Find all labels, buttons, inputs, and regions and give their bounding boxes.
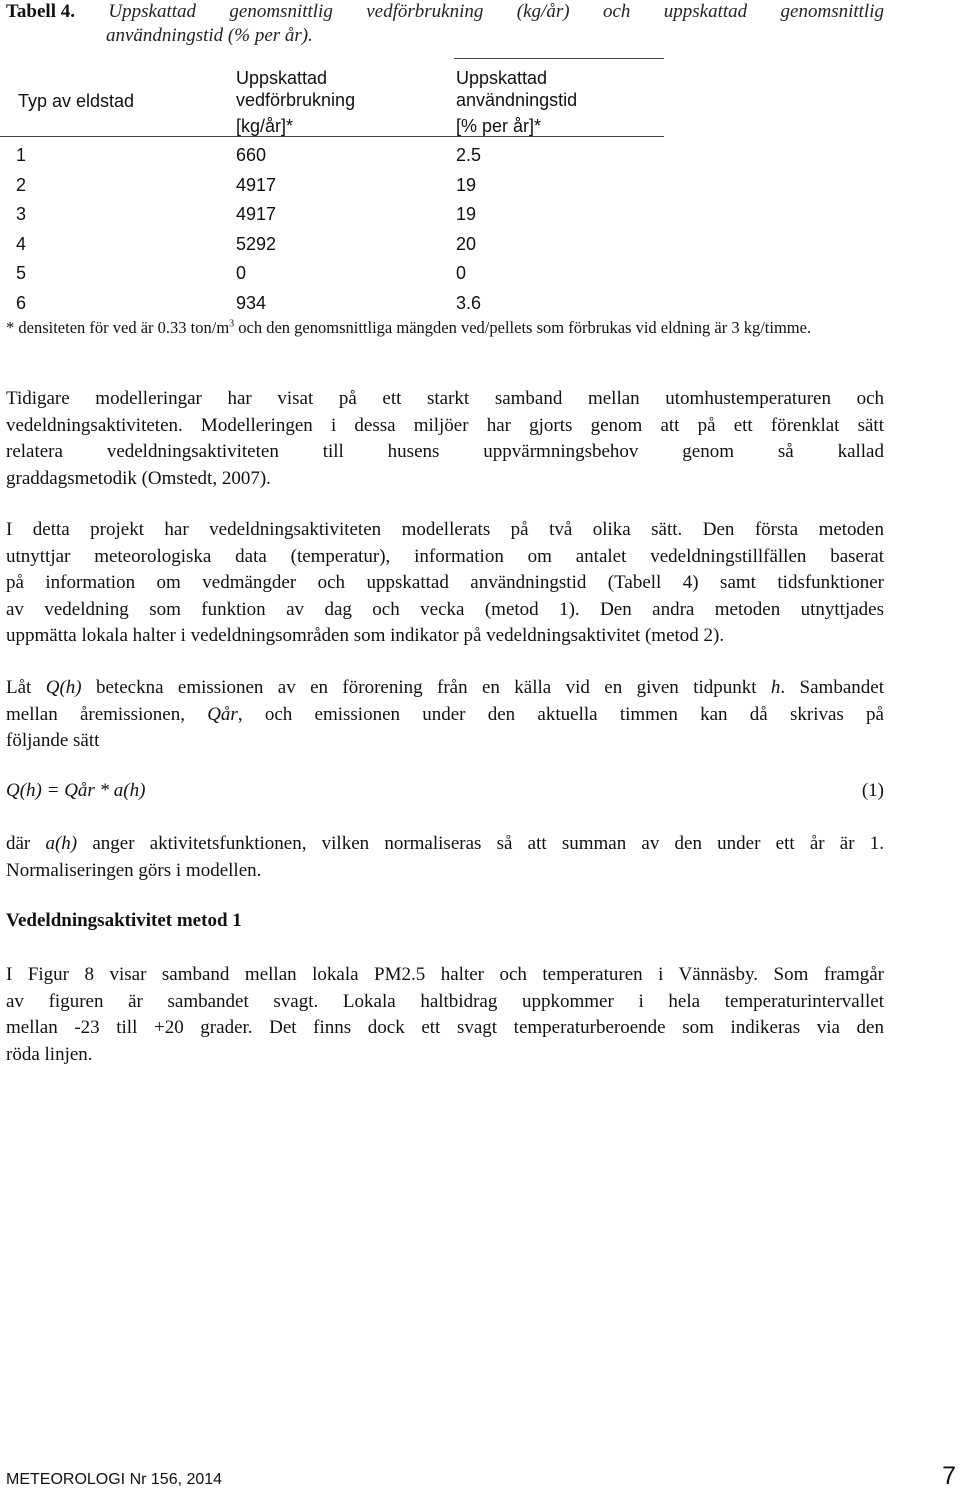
- header-text: vedförbrukning: [236, 90, 356, 110]
- cell-type: 5: [16, 263, 27, 283]
- header-wood-consumption: [236, 67, 355, 137]
- paragraph-line: följande sätt: [6, 730, 100, 751]
- header-unit: [% per år]*: [456, 116, 542, 136]
- paragraph-emission-definition: [6, 675, 884, 755]
- math-symbol: Q(h): [45, 677, 82, 698]
- cell-type: 2: [16, 174, 27, 195]
- paragraph-figure-8: [6, 962, 884, 1068]
- text-run: . Sambandet: [780, 677, 884, 698]
- cell-usage: 0: [456, 263, 467, 283]
- table-row: [0, 259, 664, 289]
- text-run: beteckna emissionen av en förorening från en källa vid en given tidpunkt: [81, 677, 771, 698]
- cell-type: 1: [16, 145, 27, 165]
- paragraph-activity-function: [6, 831, 884, 884]
- cell-usage: 20: [456, 233, 477, 254]
- paragraph-methods: [6, 517, 884, 650]
- footer-publication: METEOROLOGI Nr 156, 2014: [6, 1471, 223, 1488]
- paragraph-line: röda linjen.: [6, 1043, 93, 1065]
- paragraph-modelling-background: [6, 386, 884, 492]
- paragraph-line: av figuren är sambandet svagt. Lokala haltbidrag uppkommer i hela temperaturintervallet: [6, 990, 884, 1012]
- table-row: [0, 230, 664, 260]
- footnote-text: * densiteten för ved är 0.33 ton/m: [6, 318, 230, 337]
- text-run: , och emissionen under den aktuella timmen kan då skrivas på: [237, 703, 884, 725]
- caption-word: och: [602, 1, 631, 22]
- paragraph-line: Tidigare modelleringar har visat på ett starkt samband mellan utomhustemperaturen och: [6, 388, 884, 409]
- footnote-superscript: 3: [229, 318, 235, 330]
- cell-usage: 3.6: [456, 292, 482, 313]
- section-heading: Vedeldningsaktivitet metod 1: [6, 910, 242, 931]
- page-number: 7: [942, 1462, 956, 1490]
- table-header-rule: [0, 136, 664, 137]
- paragraph-line: [6, 702, 884, 729]
- text-run: Låt: [6, 677, 46, 698]
- table-row: [0, 171, 664, 201]
- paragraph-line: [6, 675, 884, 702]
- paragraph-line: I detta projekt har vedeldningsaktiviteten modellerats på två olika sätt. Den första metoden: [6, 519, 884, 540]
- table-row: [0, 200, 664, 230]
- cell-fuel: 934: [236, 292, 267, 313]
- cell-usage: 19: [456, 174, 477, 195]
- header-text: Uppskattad: [236, 68, 328, 88]
- paragraph-line: [6, 831, 884, 858]
- table-row: [0, 289, 664, 319]
- header-unit: [kg/år]*: [236, 116, 294, 136]
- cell-type: 6: [16, 292, 27, 313]
- caption-word: vedförbrukning: [366, 1, 484, 22]
- caption-word: (kg/år): [516, 1, 570, 22]
- paragraph-line: uppmätta lokala halter i vedeldningsområden som indikator på vedeldningsaktivitet (metod 2).: [6, 625, 725, 646]
- paragraph-line: utnyttjar meteorologiska data (temperatur), information om antalet vedeldningstillfällen baserat: [6, 545, 884, 567]
- math-symbol: h: [770, 677, 781, 698]
- table-body: [0, 141, 664, 318]
- cell-fuel: 5292: [236, 233, 277, 254]
- caption-word: Uppskattad: [108, 1, 196, 22]
- paragraph-line: graddagsmetodik (Omstedt, 2007).: [6, 467, 271, 489]
- text-run: där: [6, 833, 46, 854]
- paragraph-line: relatera vedeldningsaktiviteten till husens uppvärmningsbehov genom så kallad: [6, 441, 884, 462]
- caption-word: genomsnittlig: [780, 1, 884, 22]
- cell-type: 3: [16, 204, 27, 224]
- table-caption: [6, 0, 884, 48]
- equation-formula: Q(h) = Qår * a(h): [6, 780, 146, 801]
- text-run: mellan åremissionen,: [6, 703, 208, 725]
- table-row: [0, 141, 664, 171]
- header-stove-type: Typ av eldstad: [18, 91, 135, 111]
- equation-number: (1): [861, 780, 884, 801]
- cell-usage: 19: [456, 204, 477, 224]
- caption-word: genomsnittlig: [229, 1, 333, 22]
- cell-type: 4: [16, 233, 27, 254]
- text-run: anger aktivitetsfunktionen, vilken normaliseras så att summan av den under ett år är 1.: [77, 833, 884, 854]
- cell-usage: 2.5: [456, 145, 482, 165]
- table-footnote: [6, 316, 884, 340]
- paragraph-line: mellan -23 till +20 grader. Det finns dock ett svagt temperaturberoende som indikeras via den: [6, 1017, 884, 1038]
- header-text: användningstid: [456, 90, 578, 110]
- paragraph-line: Normaliseringen görs i modellen.: [6, 859, 262, 881]
- equation-1: [6, 778, 884, 804]
- paragraph-line: I Figur 8 visar samband mellan lokala PM2.5 halter och temperaturen i Vännäsby. Som framgår: [6, 964, 884, 985]
- cell-fuel: 4917: [236, 204, 277, 224]
- cell-fuel: 0: [236, 263, 247, 283]
- cell-fuel: 4917: [236, 174, 277, 195]
- paragraph-line: av vedeldning som funktion av dag och vecka (metod 1). Den andra metoden utnyttjades: [6, 598, 884, 620]
- table-top-rule: [454, 58, 664, 59]
- header-usage-time: [456, 67, 577, 137]
- header-text: Uppskattad: [456, 68, 548, 88]
- paragraph-line: på information om vedmängder och uppskattad användningstid (Tabell 4) samt tidsfunktioner: [6, 572, 884, 593]
- caption-line-2: användningstid (% per år).: [106, 25, 313, 46]
- cell-fuel: 660: [236, 145, 267, 165]
- math-symbol: Qår: [207, 703, 238, 725]
- table-header: [0, 64, 664, 136]
- caption-word: uppskattad: [663, 1, 748, 22]
- paragraph-line: vedeldningsaktiviteten. Modelleringen i dessa miljöer har gjorts genom att på ett förenklat sätt: [6, 414, 884, 436]
- caption-label: Tabell 4.: [6, 1, 75, 22]
- footnote-text: och den genomsnittliga mängden ved/pellets som förbrukas vid eldning är 3 kg/timme.: [234, 318, 812, 337]
- math-symbol: a(h): [45, 833, 78, 854]
